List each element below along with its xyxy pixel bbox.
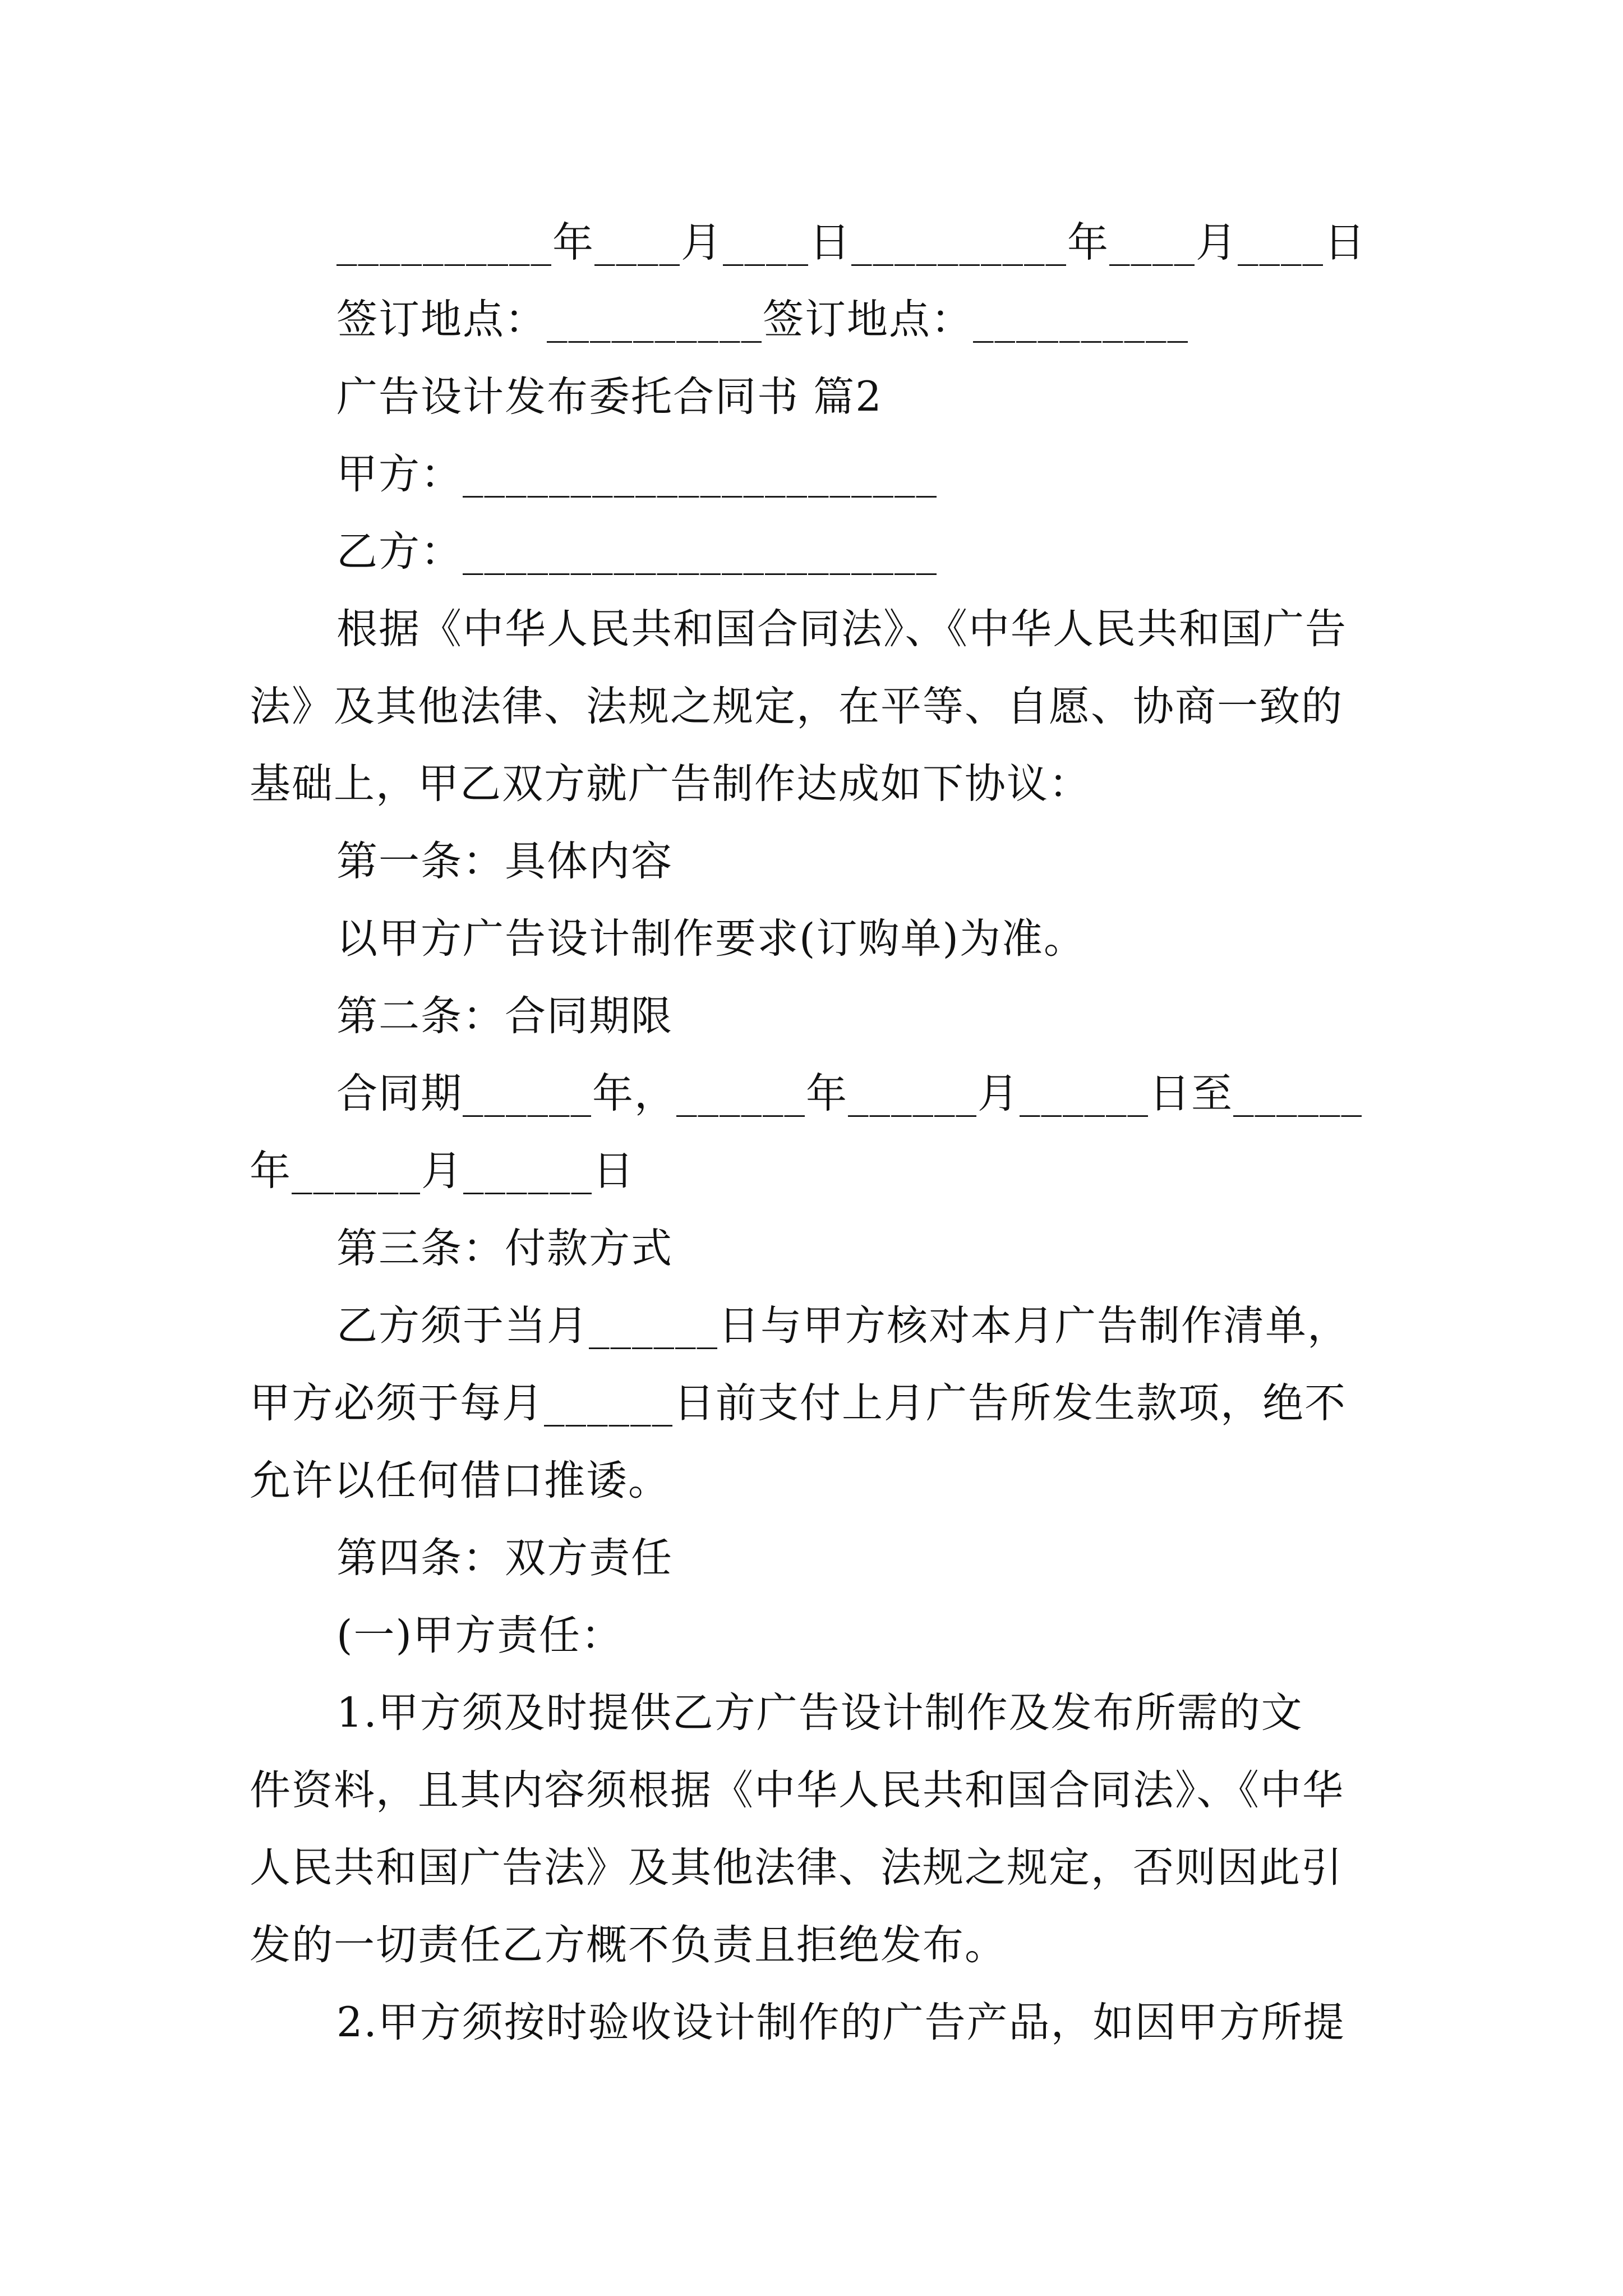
paragraph-line: 人民共和国广告法》及其他法律、法规之规定，否则因此引 xyxy=(250,1844,1343,1892)
paragraph-line: 1.甲方须及时提供乙方广告设计制作及发布所需的文 xyxy=(336,1689,1303,1737)
paragraph-line: 允许以任何借口推诿。 xyxy=(250,1457,670,1504)
article-heading: 第三条：付款方式 xyxy=(336,1225,673,1272)
paragraph-line: 法》及其他法律、法规之规定，在平等、自愿、协商一致的 xyxy=(250,683,1343,730)
paragraph-line: 甲方必须于每月______日前支付上月广告所发生款项，绝不 xyxy=(250,1379,1347,1427)
paragraph-line: 以甲方广告设计制作要求(订购单)为准。 xyxy=(336,915,1086,963)
paragraph-line: 件资料，且其内容须根据《中华人民共和国合同法》、《中华 xyxy=(250,1766,1344,1814)
paragraph-line: 根据《中华人民共和国合同法》、《中华人民共和国广告 xyxy=(336,605,1347,653)
paragraph-line: 2.甲方须按时验收设计制作的广告产品，如因甲方所提 xyxy=(336,1999,1345,2046)
sub-heading: (一)甲方责任： xyxy=(336,1612,623,1659)
paragraph-line: 乙方须于当月______日与甲方核对本月广告制作清单， xyxy=(336,1302,1349,1350)
section-title: 广告设计发布委托合同书 篇2 xyxy=(336,373,883,421)
article-heading: 第四条：双方责任 xyxy=(336,1534,673,1582)
paragraph-line: 年______月______日 xyxy=(250,1147,635,1195)
paragraph-line: 发的一切责任乙方概不负责且拒绝发布。 xyxy=(250,1921,1007,1969)
paragraph-line: 基础上，甲乙双方就广告制作达成如下协议： xyxy=(250,760,1091,808)
signing-date-line: __________年____月____日__________年____月____日 xyxy=(336,219,1366,266)
paragraph-line: 合同期______年，______年______月______日至______ xyxy=(336,1070,1363,1117)
article-heading: 第一条：具体内容 xyxy=(336,838,673,885)
party-a-line: 甲方：______________________ xyxy=(336,450,938,498)
party-b-line: 乙方：______________________ xyxy=(336,528,938,576)
signing-place-line: 签订地点：__________签订地点：__________ xyxy=(336,296,1189,343)
article-heading: 第二条：合同期限 xyxy=(336,992,673,1040)
